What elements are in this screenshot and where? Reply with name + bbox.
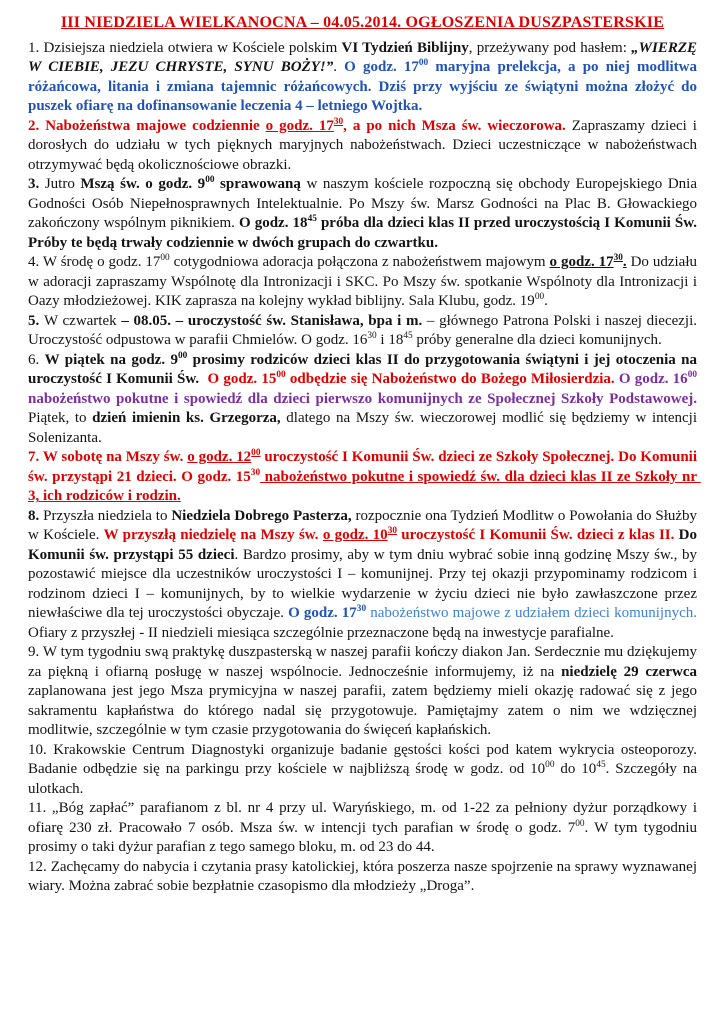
text-segment: Mszą św. o godz. 9 <box>80 176 206 193</box>
text-segment: niedzielę 29 czerwca <box>561 663 697 680</box>
text-segment: 45 <box>403 331 413 342</box>
text-segment: odbędzie się Nabożeństwo do Bożego Miłosierdzia. <box>285 371 615 388</box>
text-segment: 00 <box>687 370 697 381</box>
text-segment: sprawowaną <box>214 176 301 193</box>
text-segment: 00 <box>534 292 545 303</box>
text-segment: 5. <box>28 312 44 329</box>
paragraph <box>28 741 701 800</box>
text-segment: W przyszłą niedzielę na Mszy św. <box>103 527 323 544</box>
text-segment: 30 <box>356 604 367 615</box>
text-segment: 7. W sobotę na Mszy św. <box>28 449 188 466</box>
text-segment: o godz. 17 <box>549 254 614 271</box>
paragraph <box>28 799 701 858</box>
text-segment: 11. „Bóg zapłać” parafianom z bl. nr 4 przy ul. Waryńskiego, m. od 1-22 za pełniony dyżur porządkowy i ofiarę 230 zł. Pracowało 7 osób. Msza św. w intencji tych parafian w środę o godz. 7 <box>28 800 701 836</box>
text-segment: Do udziału w adoracji zapraszamy Wspólnotę dla Intronizacji i SKC. Po Mszy św. spotkanie Wspólnoty dla Intronizacji i Oazy młodzieżowej. KIK zaprasza na kolejny wykład biblijny. Sala Klubu, godz. 19 <box>28 254 701 310</box>
text-segment: 00 <box>205 175 215 186</box>
text-segment: cotygodniowa adoracja połączona z nabożeństwem majowym <box>169 254 550 271</box>
text-segment: 6. <box>28 351 45 368</box>
text-segment: VI Tydzień Biblijny <box>341 39 469 56</box>
text-segment: W czwartek <box>43 312 122 329</box>
text-segment: o godz. 12 <box>187 449 252 466</box>
text-segment: maryjna prelekcja, a po niej modlitwa różańcowa, litania i zmiana tajemnic różańcowych. Dziś przy wyjściu ze świątyni można złożyć do puszek ofiarę na dofinansowanie leczenia 4 – letniego Wojtka. <box>28 59 701 115</box>
text-segment: O godz. 15 <box>203 371 277 388</box>
paragraph <box>28 350 701 449</box>
text-segment: o godz. 17 <box>265 117 334 134</box>
paragraph <box>28 643 701 741</box>
text-segment: Ofiary z przyszłej - II niedzieli miesiąca szczególnie przeznaczone będą na inwestycje parafialne. <box>28 605 701 641</box>
text-segment: „WIERZĘ W CIEBIE, JEZU CHRYSTE, SYNU BOŻY!” <box>28 39 701 76</box>
text-segment: Niedziela Dobrego Pasterza, <box>171 507 352 524</box>
text-segment: 00 <box>177 350 188 361</box>
text-segment: 9. W tym tygodniu swą praktykę duszpasterską w naszej parafii kończy diakon Jan. Serdecznie mu dziękujemy za piękną i ofiarną posługę w naszej wspólnocie. Jednocześnie informujemy, iż na <box>28 644 701 680</box>
paragraph <box>28 253 701 312</box>
paragraph <box>28 175 701 253</box>
text-segment: 30 <box>367 331 377 342</box>
text-segment: 1. Dzisiejsza niedziela otwiera w Kościele polskim <box>28 39 342 56</box>
text-segment: . <box>622 254 627 271</box>
text-segment: . Bardzo prosimy, aby w tym dniu wybrać sobie inną godzinę Mszy św., by pozostawić miejsce dla uczestników uroczystości I – komunijnej. Przy tej okazji przypominamy rodzicom i rodzinom dzieci I – komunijnych, by to wielkie wydarzenie w życiu dzieci nie było zawłaszczone przez niewłaściwe dla tej uroczystości obyczaje. <box>28 546 701 622</box>
text-segment: Jutro <box>44 176 81 193</box>
text-segment: , a po nich Msza św. wieczorowa. <box>343 117 566 134</box>
text-segment: do 10 <box>554 761 597 778</box>
text-segment: zaplanowana jest jego Msza prymicyjna w naszej parafii, zatem będziemy mieli okazję radować się z jego sakramentu kapłaństwa do którego nadal się przygotowuje. Pamiętajmy zatem o nim we wdzięcznej modlitwie, szczególnie w tym czasie przygotowania do święceń kapłańskich. <box>28 663 701 739</box>
text-segment: nabożeństwo pokutne i spowiedź dla dzieci pierwszo komunijnych ze Społecznej Szkoły Podstawowej. <box>28 371 701 407</box>
text-segment: 4. W środę o godz. 17 <box>28 254 161 271</box>
text-segment: 2. Nabożeństwa majowe codziennie <box>28 117 266 134</box>
document-body <box>28 39 701 897</box>
text-segment: dlatego na Mszy św. wieczorowej modlić się będziemy w intencji Solenizanta. <box>28 410 701 446</box>
text-segment: O godz. 17 <box>344 59 419 76</box>
text-segment: dzień imienin ks. Grzegorza, <box>92 410 281 427</box>
text-segment: uroczystość I Komunii Św. dzieci ze Szkoły Społecznej. Do Komunii św. przystąpi 21 dzieci. O godz. 15 <box>28 449 701 485</box>
text-segment: Zapraszamy dzieci i dorosłych do udziału w tych pięknych maryjnych nabożeństwach. Dzieci uczestniczące w nabożeństwach otrzymywać będą okolicznościowe obrazki. <box>28 117 701 173</box>
text-segment: 10. Krakowskie Centrum Diagnostyki organizuje badanie gęstości kości pod katem wykrycia osteoporozy. Badanie odbędzie się na parkingu przy kościele w najbliższą środę w godz. od 10 <box>28 741 701 778</box>
text-segment: 45 <box>307 214 317 225</box>
document-title: III NIEDZIELA WIELKANOCNA – 04.05.2014. OGŁOSZENIA DUSZPASTERSKIE <box>60 14 665 31</box>
text-segment: próby generalne dla dzieci komunijnych. <box>412 332 662 349</box>
text-segment: Do Komunii św. przystąpi 55 dzieci <box>28 527 701 563</box>
text-segment: w naszym kościele rozpoczną się obchody Europejskiego Dnia Godności Osób Niepełnosprawnych Intelektualnie. Po Mszy św. Marsz Godności na Plac B. Głowackiego zakończony wspólnym piknikiem. <box>28 176 701 232</box>
text-segment: nabożeństwo pokutne i spowiedź św. dla dzieci klas II ze Szkoły nr 3, ich rodziców i rodzin. <box>28 468 701 505</box>
text-segment: – głównego Patrona Polski i naszej diecezji. Uroczystość odpustowa w parafii Chmielów. O godz. 16 <box>28 312 701 349</box>
paragraph <box>28 312 701 351</box>
text-segment: i 18 <box>376 332 404 349</box>
text-segment: 00 <box>251 448 261 459</box>
text-segment: , przeżywany pod hasłem: <box>468 39 632 56</box>
text-segment: 8. <box>28 507 44 524</box>
paragraph <box>28 116 701 176</box>
text-segment: o godz. 10 <box>322 527 388 544</box>
text-segment: – 08.05. – uroczystość św. Stanisława, bpa i m. <box>121 312 423 329</box>
text-segment: 30 <box>250 467 261 478</box>
paragraph <box>28 448 701 507</box>
text-segment: 12. Zachęcamy do nabycia i czytania prasy katolickiej, która poszerza nasze spojrzenie na sprawy wyznawanej wiary. Można zabrać sobie bezpłatnie czasopismo dla młodzieży „Droga”. <box>28 858 701 895</box>
text-segment: W piątek na godz. 9 <box>44 351 178 368</box>
text-segment: prosimy rodziców dzieci klas II do przygotowania świątyni i jej otoczenia na uroczystość I Komunii Św. <box>28 351 701 388</box>
text-segment: nabożeństwo majowe z udziałem dzieci komunijnych. <box>366 605 697 622</box>
text-segment: 00 <box>575 818 585 829</box>
text-segment: . W tym tygodniu prosimy o taki dyżur parafian z tego samego bloku, m. od 23 do 44. <box>28 819 701 856</box>
paragraph <box>28 858 701 897</box>
text-segment: 30 <box>333 116 344 127</box>
text-segment: 3. <box>28 176 45 193</box>
text-segment: O godz. 18 <box>238 215 308 232</box>
text-segment: 00 <box>545 760 555 771</box>
text-segment: rozpocznie ona Tydzień Modlitw o Powołania do Służby w Kościele. <box>28 507 701 544</box>
text-segment: O godz. 16 <box>614 371 688 388</box>
text-segment: uroczystość I Komunii Św. dzieci z klas II. <box>396 527 675 544</box>
text-segment: 30 <box>613 253 623 264</box>
text-segment: 00 <box>276 370 286 381</box>
paragraph <box>28 507 701 644</box>
text-segment: Piątek, to <box>28 390 701 427</box>
text-segment: 00 <box>418 58 429 69</box>
text-segment: próba dla dzieci klas II przed uroczystością I Komunii Św. Próby te będą trwały codziennie w dwóch grupach do czwartku. <box>28 215 701 251</box>
text-segment: . Szczegóły na ulotkach. <box>28 761 701 797</box>
text-segment: 00 <box>160 253 170 264</box>
paragraph <box>28 39 701 117</box>
text-segment: 30 <box>387 526 397 537</box>
text-segment: 45 <box>596 760 606 771</box>
text-segment: O godz. 17 <box>288 605 357 622</box>
text-segment: . <box>544 293 548 310</box>
text-segment: . <box>333 59 345 76</box>
text-segment: Przyszła niedziela to <box>43 507 172 524</box>
